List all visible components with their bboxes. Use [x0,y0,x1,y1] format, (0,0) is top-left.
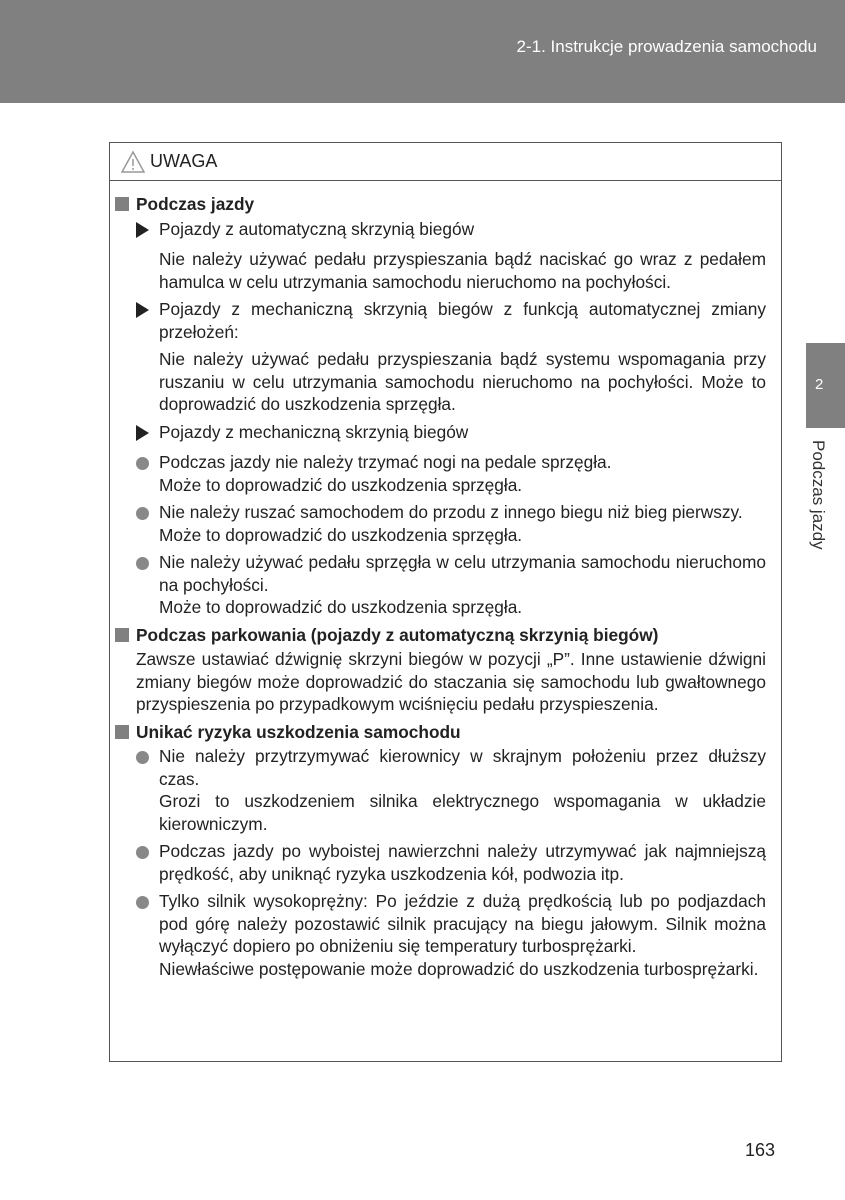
section-heading: Unikać ryzyka uszkodzenia samochodu [115,721,766,744]
paragraph: Nie należy używać pedału przyspieszania bądź systemu wspomagania przy ruszaniu w celu utrzymania samochodu nieruchomo na pochyłości. Może to doprowadzić do uszkodzenia sprzęgła. [159,349,766,414]
section-heading: Podczas parkowania (pojazdy z automatyczną skrzynią biegów) [115,624,766,647]
chapter-header [0,0,845,103]
triangle-bullet-icon [136,302,149,318]
dot-bullet-icon [136,557,149,570]
list-item: Podczas jazdy po wyboistej nawierzchni należy utrzymywać jak najmniejszą prędkość, aby uniknąć ryzyka uszkodzenia kół, podwozia itp. [159,841,766,884]
dot-bullet-icon [136,507,149,520]
dot-bullet-icon [136,457,149,470]
caution-header [110,143,781,181]
list-item: Nie należy używać pedału sprzęgła w celu utrzymania samochodu nieruchomo na pochyłości. Może to doprowadzić do uszkodzenia sprzęgła. [159,552,766,617]
section-heading: Podczas jazdy [115,193,766,216]
caution-title: UWAGA [150,151,218,171]
warning-triangle-icon [120,150,146,174]
subheading: Pojazdy z mechaniczną skrzynią biegów [159,421,469,442]
triangle-bullet-icon [136,425,149,441]
chapter-tab: 2 [806,343,845,428]
page-number: 163 [745,1140,776,1160]
list-item: Nie należy przytrzymywać kierownicy w skrajnym położeniu przez dłuższy czas. Grozi to uszkodzeniem silnika elektrycznego wspomagania w układzie kierowniczym. [159,746,766,834]
list-item: Tylko silnik wysokoprężny: Po jeździe z dużą prędkością lub po podjazdach pod górę należy pozostawić silnik pracujący na biegu jałowym. Silnik można wyłączyć dopiero po obniżeniu się temperatury turbosprężarki. Niewłaściwe postępowanie może doprowadzić do uszkodzenia turbosprężarki. [159,891,766,979]
chapter-title: 2-1. Instrukcje prowadzenia samochodu [516,37,817,56]
subheading: Pojazdy z automatyczną skrzynią biegów [159,218,475,239]
paragraph: Nie należy używać pedału przyspieszania bądź naciskać go wraz z pedałem hamulca w celu utrzymania samochodu nieruchomo na pochyłości. [159,249,766,292]
triangle-bullet-icon [136,222,149,238]
chapter-tab-label: Podczas jazdy [809,440,828,550]
subheading: Pojazdy z mechaniczną skrzynią biegów z funkcją automatycznej zmiany przełożeń: [159,299,766,342]
dot-bullet-icon [136,751,149,764]
dot-bullet-icon [136,896,149,909]
caution-box [109,142,782,1062]
dot-bullet-icon [136,846,149,859]
square-bullet-icon [115,628,129,642]
list-item: Nie należy ruszać samochodem do przodu z innego biegu niż bieg pierwszy. Może to doprowadzić do uszkodzenia sprzęgła. [159,502,743,545]
square-bullet-icon [115,725,129,739]
square-bullet-icon [115,197,129,211]
paragraph: Zawsze ustawiać dźwignię skrzyni biegów w pozycji „P”. Inne ustawienie dźwigni zmiany biegów może doprowadzić do staczania się samochodu lub gwałtownego przyspieszenia po przypadkowym wciśnięciu pedału przyspieszenia. [136,649,766,714]
list-item: Podczas jazdy nie należy trzymać nogi na pedale sprzęgła. Może to doprowadzić do uszkodzenia sprzęgła. [159,452,612,495]
